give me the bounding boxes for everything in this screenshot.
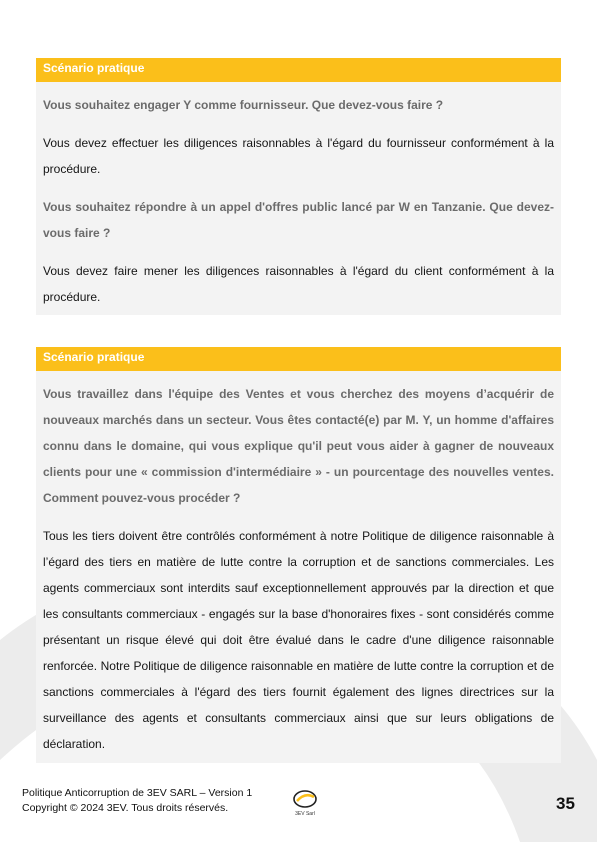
footer-copyright-line: Copyright © 2024 3EV. Tous droits réservés. — [22, 802, 229, 814]
scenario-header: Scénario pratique — [36, 347, 561, 371]
scenario-answer: Vous devez faire mener les diligences raisonnables à l'égard du client conformément à la procédure. — [43, 264, 554, 304]
scenario-box-2 — [36, 347, 561, 763]
scenario-header: Scénario pratique — [36, 58, 561, 82]
company-logo — [290, 786, 320, 818]
scenario-answer: Tous les tiers doivent être contrôlés conformément à notre Politique de diligence raisonnable à l’égard des tiers en matière de lutte contre la corruption et de sanctions commerciales. Les agents commerciaux sont interdits sauf exceptionnellement approuvés par la direction et que les consultants commerciaux - engagés sur la base d'honoraires fixes - sont considérés comme présentant un risque élevé qui doit être évalué dans le cadre d'une diligence raisonnable renforcée. Notre Politique de diligence raisonnable en matière de lutte contre la corruption et de sanctions commerciales à l'égard des tiers fournit également des lignes directrices sur la surveillance des agents et consultants commerciaux ainsi que sur leurs obligations de déclaration. — [43, 529, 554, 751]
scenario-question: Vous souhaitez répondre à un appel d'offres public lancé par W en Tanzanie. Que devez-vous faire ? — [43, 200, 554, 240]
scenario-question: Vous souhaitez engager Y comme fournisseur. Que devez-vous faire ? — [43, 98, 444, 112]
scenario-box-1 — [36, 58, 561, 315]
page-number: 35 — [556, 794, 575, 813]
scenario-answer: Vous devez effectuer les diligences raisonnables à l'égard du fournisseur conformément à la procédure. — [43, 136, 554, 176]
logo-text: 3EV Sarl — [295, 811, 315, 817]
footer — [22, 786, 252, 816]
scenario-question: Vous travaillez dans l'équipe des Ventes et vous cherchez des moyens d’acquérir de nouveaux marchés dans un secteur. Vous êtes contacté(e) par M. Y, un homme d'affaires connu dans le domaine, qui vous explique qu'il peut vous aider à gagner de nouveaux clients pour une « commission d'intermédiaire » - un pourcentage des nouvelles ventes. Comment pouvez-vous procéder ? — [43, 387, 554, 505]
footer-policy-line: Politique Anticorruption de 3EV SARL – Version 1 — [22, 787, 253, 799]
